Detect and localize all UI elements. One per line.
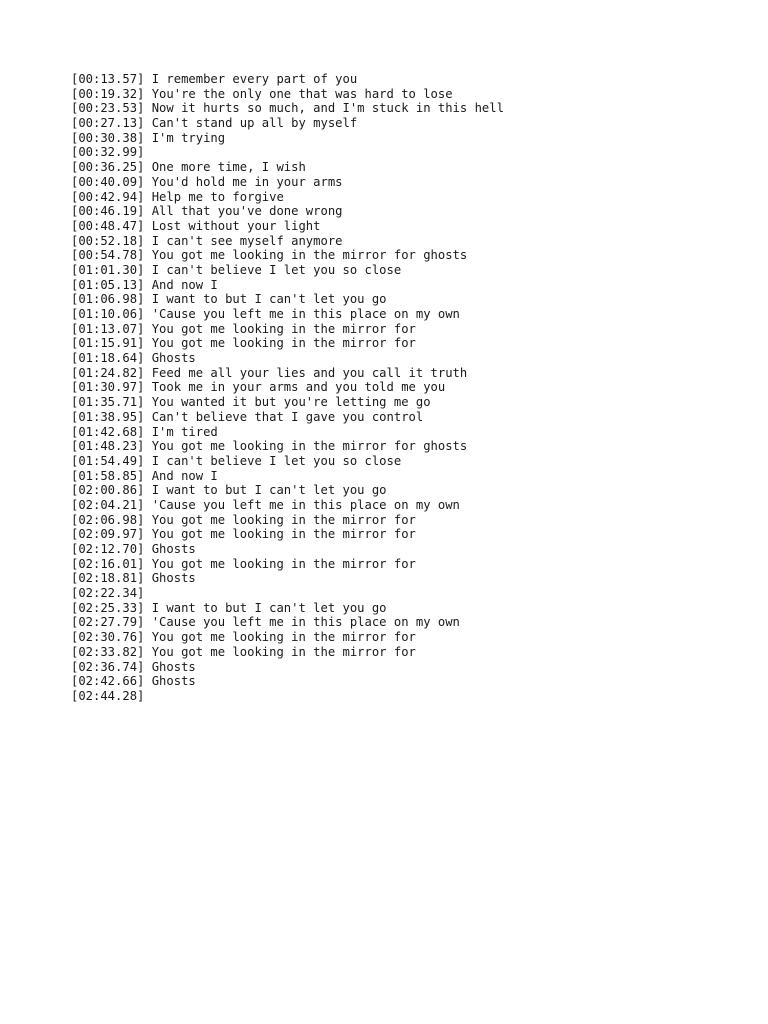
lyric-separator bbox=[144, 425, 151, 440]
lyric-separator bbox=[144, 190, 151, 205]
lyric-timestamp: [02:09.97] bbox=[71, 527, 145, 542]
lyric-text: I'm trying bbox=[151, 130, 226, 145]
lyric-text: You'd hold me in your arms bbox=[151, 174, 343, 189]
lyric-text: You're the only one that was hard to lose bbox=[151, 86, 453, 101]
lyric-separator bbox=[144, 292, 151, 307]
lyric-timestamp: [01:54.49] bbox=[71, 453, 145, 468]
lyric-timestamp: [02:30.76] bbox=[71, 630, 145, 645]
lyric-timestamp: [01:13.07] bbox=[71, 321, 145, 336]
lyric-text: You got me looking in the mirror for bbox=[151, 527, 416, 542]
lyric-separator bbox=[144, 674, 151, 689]
lyric-text: And now I bbox=[151, 468, 218, 483]
lyric-timestamp: [02:12.70] bbox=[71, 542, 145, 556]
lyric-separator bbox=[144, 336, 151, 351]
lyric-text: I want to but I can't let you go bbox=[151, 600, 387, 615]
lyric-text: You got me looking in the mirror for ghosts bbox=[151, 439, 468, 454]
lyric-separator bbox=[144, 513, 151, 528]
lyric-line bbox=[71, 454, 751, 469]
lyric-timestamp: [00:23.53] bbox=[71, 101, 145, 116]
lyric-separator bbox=[144, 101, 151, 116]
lyric-line bbox=[71, 336, 751, 351]
lyric-timestamp: [00:42.94] bbox=[71, 189, 145, 204]
lyric-separator bbox=[144, 557, 151, 572]
lyric-timestamp: [00:48.47] bbox=[71, 218, 145, 233]
lyric-text: Took me in your arms and you told me you bbox=[151, 380, 446, 395]
lyric-line bbox=[71, 351, 751, 366]
lyric-line bbox=[71, 439, 751, 454]
lyric-text: You got me looking in the mirror for bbox=[151, 512, 416, 527]
lyric-timestamp: [02:27.79] bbox=[71, 615, 145, 630]
lyric-line bbox=[71, 160, 751, 175]
lyric-timestamp: [00:46.19] bbox=[71, 204, 145, 219]
lyric-text: Can't believe that I gave you control bbox=[151, 409, 424, 424]
lyric-line bbox=[71, 645, 751, 660]
lyric-timestamp: [02:00.86] bbox=[71, 483, 145, 498]
lyric-text: Ghosts bbox=[151, 571, 196, 586]
lyric-line bbox=[71, 630, 751, 645]
lyric-text: Help me to forgive bbox=[151, 189, 284, 204]
lyric-timestamp: [02:22.34] bbox=[71, 586, 145, 601]
lyric-timestamp: [01:10.06] bbox=[71, 307, 145, 321]
lyric-line bbox=[71, 557, 751, 572]
lyric-separator bbox=[144, 660, 151, 675]
lyric-line bbox=[71, 87, 751, 102]
lyric-line bbox=[71, 689, 751, 704]
lyric-timestamp: [02:36.74] bbox=[71, 659, 145, 674]
lyric-separator bbox=[144, 278, 151, 293]
lyric-separator bbox=[144, 483, 151, 498]
lyric-text: I want to but I can't let you go bbox=[151, 292, 387, 307]
lyric-separator bbox=[144, 366, 151, 381]
lyric-timestamp: [00:52.18] bbox=[71, 233, 145, 248]
lyric-timestamp: [00:27.13] bbox=[71, 116, 145, 131]
lyric-text: 'Cause you left me in this place on my own bbox=[151, 497, 460, 512]
lyric-line bbox=[71, 571, 751, 586]
lyric-line bbox=[71, 425, 751, 440]
lyric-separator bbox=[144, 160, 151, 175]
lyric-text: 'Cause you left me in this place on my own bbox=[151, 615, 460, 630]
lyric-timestamp: [02:18.81] bbox=[71, 571, 145, 586]
lyric-line bbox=[71, 278, 751, 293]
lyric-separator bbox=[144, 542, 151, 557]
lyric-line bbox=[71, 469, 751, 484]
lyric-line bbox=[71, 380, 751, 395]
lyric-timestamp: [02:25.33] bbox=[71, 600, 145, 615]
lyric-line bbox=[71, 116, 751, 131]
lyric-line bbox=[71, 395, 751, 410]
lyric-separator bbox=[144, 527, 151, 542]
lyric-separator bbox=[144, 131, 151, 146]
lyric-separator bbox=[144, 615, 151, 630]
lyric-text: You got me looking in the mirror for bbox=[151, 630, 416, 645]
lyric-timestamp: [01:58.85] bbox=[71, 468, 145, 483]
lyric-line bbox=[71, 410, 751, 425]
lyric-text: You got me looking in the mirror for bbox=[151, 336, 416, 351]
lyric-line bbox=[71, 322, 751, 337]
lyric-text: You got me looking in the mirror for bbox=[151, 321, 416, 336]
lyric-separator bbox=[144, 263, 151, 278]
lyric-line bbox=[71, 615, 751, 630]
lyric-timestamp: [00:32.99] bbox=[71, 145, 145, 160]
lyric-separator bbox=[144, 351, 151, 366]
lyrics-list bbox=[71, 72, 751, 704]
lyric-separator bbox=[144, 439, 151, 454]
lyric-separator bbox=[144, 410, 151, 425]
lyric-timestamp: [00:54.78] bbox=[71, 248, 145, 263]
lyric-line bbox=[71, 101, 751, 116]
lyric-timestamp: [02:42.66] bbox=[71, 674, 145, 689]
lyric-timestamp: [01:05.13] bbox=[71, 277, 145, 292]
lyric-text: I want to but I can't let you go bbox=[151, 483, 387, 498]
lyric-separator bbox=[144, 469, 151, 484]
lyric-separator bbox=[144, 454, 151, 469]
lyric-separator bbox=[144, 630, 151, 645]
lyric-text: You got me looking in the mirror for bbox=[151, 644, 416, 659]
lyric-separator bbox=[144, 116, 151, 131]
lyrics-document bbox=[71, 72, 751, 704]
lyric-timestamp: [00:30.38] bbox=[71, 130, 145, 145]
lyric-text: Can't stand up all by myself bbox=[151, 116, 358, 131]
lyric-separator bbox=[144, 204, 151, 219]
lyric-line bbox=[71, 498, 751, 513]
lyric-line bbox=[71, 292, 751, 307]
lyric-separator bbox=[144, 689, 151, 704]
lyric-timestamp: [02:04.21] bbox=[71, 497, 145, 512]
lyric-text: You got me looking in the mirror for ghosts bbox=[151, 248, 468, 263]
lyric-text: You wanted it but you're letting me go bbox=[151, 395, 431, 410]
lyric-line bbox=[71, 72, 751, 87]
lyric-separator bbox=[144, 645, 151, 660]
lyric-line bbox=[71, 175, 751, 190]
lyric-timestamp: [00:13.57] bbox=[71, 72, 145, 86]
lyric-text: I remember every part of you bbox=[151, 72, 358, 86]
lyric-line bbox=[71, 366, 751, 381]
lyric-text: I'm tired bbox=[151, 424, 218, 439]
lyric-separator bbox=[144, 571, 151, 586]
lyric-text: Feed me all your lies and you call it truth bbox=[151, 365, 468, 380]
lyric-line bbox=[71, 660, 751, 675]
lyric-text: I can't see myself anymore bbox=[151, 233, 343, 248]
lyric-separator bbox=[144, 380, 151, 395]
lyric-line bbox=[71, 263, 751, 278]
lyric-timestamp: [00:40.09] bbox=[71, 174, 145, 189]
lyric-separator bbox=[144, 72, 151, 87]
lyric-line bbox=[71, 601, 751, 616]
lyric-line bbox=[71, 542, 751, 557]
lyric-separator bbox=[144, 145, 151, 160]
lyric-text: I can't believe I let you so close bbox=[151, 453, 402, 468]
lyric-separator bbox=[144, 219, 151, 234]
lyric-timestamp: [00:36.25] bbox=[71, 160, 145, 175]
lyric-text: Ghosts bbox=[151, 674, 196, 689]
lyric-text: I can't believe I let you so close bbox=[151, 262, 402, 277]
lyric-line bbox=[71, 513, 751, 528]
lyric-timestamp: [02:33.82] bbox=[71, 644, 145, 659]
lyric-line bbox=[71, 219, 751, 234]
lyric-timestamp: [02:16.01] bbox=[71, 556, 145, 571]
lyric-timestamp: [01:42.68] bbox=[71, 424, 145, 439]
lyric-timestamp: [01:18.64] bbox=[71, 351, 145, 366]
lyric-line bbox=[71, 527, 751, 542]
lyric-text: And now I bbox=[151, 277, 218, 292]
lyric-line bbox=[71, 483, 751, 498]
lyric-separator bbox=[144, 248, 151, 263]
lyric-timestamp: [01:35.71] bbox=[71, 395, 145, 410]
lyric-separator bbox=[144, 234, 151, 249]
lyric-text: One more time, I wish bbox=[151, 160, 306, 175]
lyric-timestamp: [00:19.32] bbox=[71, 86, 145, 101]
lyric-timestamp: [01:48.23] bbox=[71, 439, 145, 454]
lyric-timestamp: [01:30.97] bbox=[71, 380, 145, 395]
lyric-text: Lost without your light bbox=[151, 218, 321, 233]
lyric-timestamp: [01:06.98] bbox=[71, 292, 145, 307]
lyric-text: Ghosts bbox=[151, 351, 196, 366]
lyric-timestamp: [02:44.28] bbox=[71, 688, 145, 703]
lyric-text: 'Cause you left me in this place on my own bbox=[151, 307, 460, 321]
lyric-separator bbox=[144, 87, 151, 102]
lyric-line bbox=[71, 190, 751, 205]
lyric-separator bbox=[144, 175, 151, 190]
lyric-line bbox=[71, 674, 751, 689]
lyric-timestamp: [02:06.98] bbox=[71, 512, 145, 527]
lyric-line bbox=[71, 204, 751, 219]
lyric-separator bbox=[144, 586, 151, 601]
lyric-timestamp: [01:01.30] bbox=[71, 262, 145, 277]
lyric-line bbox=[71, 145, 751, 160]
lyric-line bbox=[71, 248, 751, 263]
lyric-separator bbox=[144, 322, 151, 337]
lyric-timestamp: [01:38.95] bbox=[71, 409, 145, 424]
lyric-line bbox=[71, 234, 751, 249]
lyric-text: All that you've done wrong bbox=[151, 204, 343, 219]
lyric-separator bbox=[144, 307, 151, 322]
lyric-text: Now it hurts so much, and I'm stuck in this hell bbox=[151, 101, 504, 116]
lyric-timestamp: [01:15.91] bbox=[71, 336, 145, 351]
lyric-separator bbox=[144, 498, 151, 513]
lyric-line bbox=[71, 307, 751, 322]
lyric-separator bbox=[144, 395, 151, 410]
lyric-line bbox=[71, 586, 751, 601]
lyric-separator bbox=[144, 601, 151, 616]
lyric-text: Ghosts bbox=[151, 659, 196, 674]
lyric-text: Ghosts bbox=[151, 542, 196, 556]
lyric-text: You got me looking in the mirror for bbox=[151, 556, 416, 571]
lyric-line bbox=[71, 131, 751, 146]
lyric-timestamp: [01:24.82] bbox=[71, 365, 145, 380]
